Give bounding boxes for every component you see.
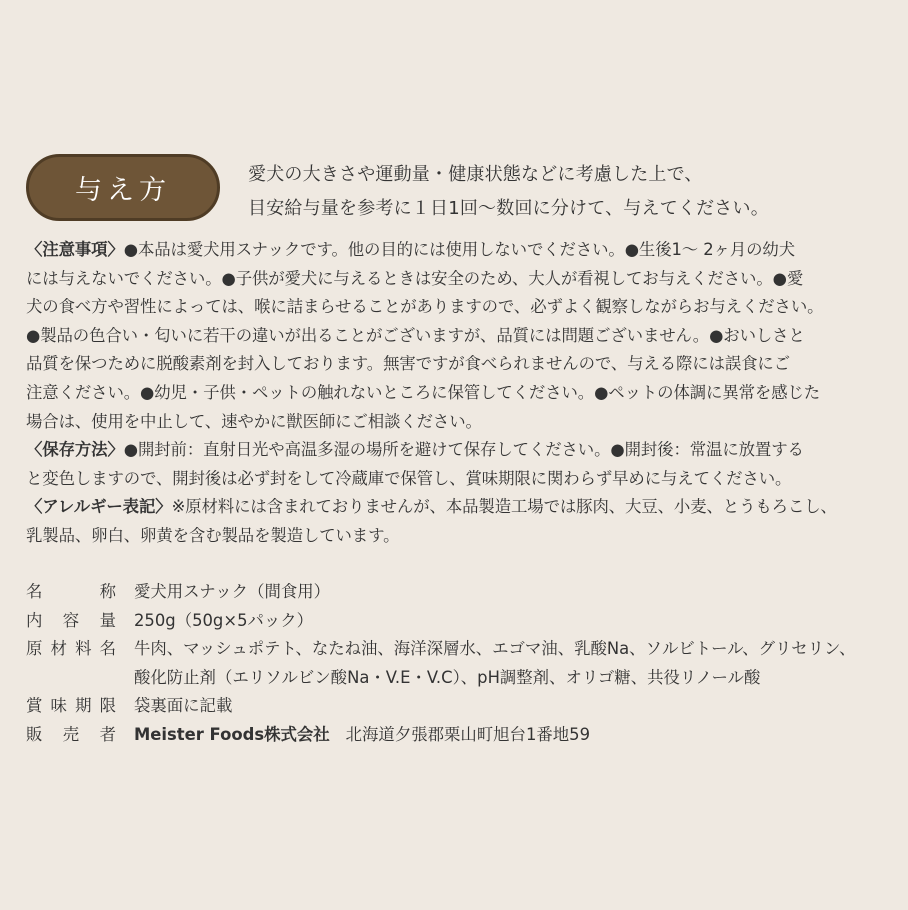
spec-label — [26, 578, 116, 607]
spec-value: 250g（50g×5パック） — [134, 610, 314, 630]
spec-value — [134, 635, 856, 692]
allergy-line — [26, 493, 896, 522]
storage-text: ●開封前：直射日光や高温多湿の場所を避けて保存してください。●開封後：常温に放置する — [123, 440, 804, 460]
storage-heading: 〈保存方法〉 — [26, 440, 124, 460]
spec-value: 愛犬用スナック（間食用） — [134, 582, 331, 601]
spec-label-char: 量 — [99, 610, 116, 630]
allergy-line: 乳製品、卵白、卵黄を含む製品を製造しています。 — [26, 525, 400, 545]
spec-label-char: 販 — [26, 724, 43, 744]
feeding-instructions — [248, 158, 888, 226]
spec-label — [26, 607, 116, 636]
spec-label-char: 内 — [26, 610, 43, 630]
notes-section — [26, 236, 896, 551]
spec-label-char: 限 — [99, 696, 116, 716]
seller-address: 北海道夕張郡栗山町旭台1番地59 — [345, 724, 591, 744]
seller-company: Meister Foods株式会社 — [134, 724, 330, 744]
allergy-heading: 〈アレルギー表記〉 — [26, 497, 172, 517]
storage-line — [26, 436, 896, 465]
feeding-method-badge: 与え方 — [26, 154, 220, 221]
feeding-line: 愛犬の大きさや運動量・健康状態などに考慮した上で、 — [248, 164, 703, 185]
spec-row-expiry — [26, 692, 896, 721]
caution-line: 品質を保つために脱酸素剤を封入しております。無害ですが食べられませんので、与える際には誤食にご — [26, 354, 791, 374]
spec-row-seller — [26, 721, 896, 750]
spec-label-char: 称 — [99, 582, 116, 601]
caution-line — [26, 236, 896, 265]
spec-label-char: 期 — [75, 696, 92, 716]
caution-line: 犬の食べ方や習性によっては、喉に詰まらせることがありますので、必ずよく観察しながらお与えください。 — [26, 297, 824, 317]
spec-label — [26, 635, 116, 664]
caution-line: ●製品の色合い・匂いに若干の違いが出ることがございますが、品質には問題ございません。●おいしさと — [26, 325, 805, 345]
ingredients-line: 牛肉、マッシュポテト、なたね油、海洋深層水、エゴマ油、乳酸Na、ソルビトール、グリセリン、 — [134, 639, 856, 659]
ingredients-line: 酸化防止剤（エリソルビン酸Na・V.E・V.C）、pH調整剤、オリゴ糖、共役リノール酸 — [134, 667, 761, 687]
spec-label-char: 賞 — [26, 696, 43, 716]
caution-heading: 〈注意事項〉 — [26, 240, 124, 259]
spec-label-char: 名 — [99, 639, 116, 659]
allergy-text: ※原材料には含まれておりませんが、本品製造工場では豚肉、大豆、小麦、とうもろこし、 — [171, 497, 837, 517]
storage-line: と変色しますので、開封後は必ず封をして冷蔵庫で保管し、賞味期限に関わらず早めに与えてください。 — [26, 468, 792, 488]
spec-label-char: 料 — [75, 639, 92, 659]
caution-text: ●本品は愛犬用スナックです。他の目的には使用しないでください。●生後1〜 2ヶ月の幼犬 — [123, 240, 795, 259]
product-spec-table — [26, 578, 896, 750]
spec-row-name — [26, 578, 896, 607]
caution-line: には与えないでください。●子供が愛犬に与えるときは安全のため、大人が看視してお与えください。●愛 — [26, 268, 804, 288]
caution-line: 注意ください。●幼児・子供・ペットの触れないところに保管してください。●ペットの体調に異常を感じた — [26, 382, 821, 402]
caution-line: 場合は、使用を中止して、速やかに獣医師にご相談ください。 — [26, 411, 482, 431]
spec-label-char: 味 — [50, 696, 67, 716]
spec-row-ingredients — [26, 635, 896, 692]
spec-label-char: 者 — [99, 724, 116, 744]
spec-label-char: 原 — [26, 639, 43, 659]
spec-label-char: 容 — [62, 610, 80, 630]
spec-row-volume — [26, 607, 896, 636]
feeding-line: 目安給与量を参考に１日1回〜数回に分けて、与えてください。 — [248, 198, 769, 219]
spec-label-char: 売 — [62, 724, 80, 744]
spec-label — [26, 721, 116, 750]
spec-value: 袋裏面に記載 — [134, 696, 233, 716]
spec-label-char: 名 — [26, 582, 43, 601]
spec-label-char: 材 — [50, 639, 67, 659]
spec-label — [26, 692, 116, 721]
spec-value — [134, 721, 590, 750]
